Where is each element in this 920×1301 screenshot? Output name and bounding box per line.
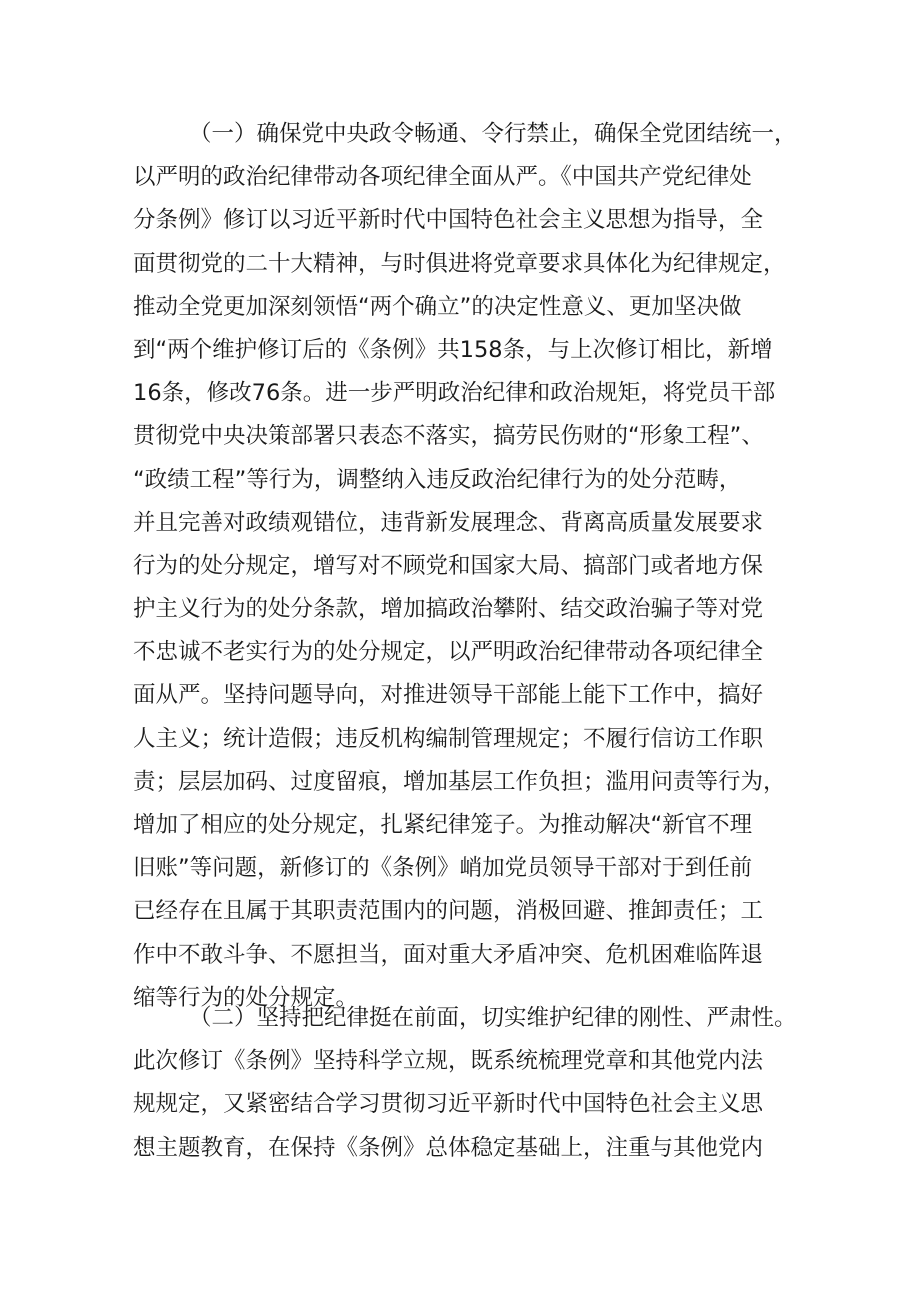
text-line: 增加了相应的处分规定，扎紧纪律笼子。为推动解决“新官不理 [133,812,753,838]
text-line: （一）确保党中央政令畅通、令行禁止，确保全党团结统一， [189,121,797,147]
text-line: 贯彻党中央决策部署只表态不落实，搞劳民伤财的“形象工程”、 [133,423,764,450]
text-line: 规规定，又紧密结合学习贯彻习近平新时代中国特色社会主义思 [133,1091,764,1118]
text-line: 行为的处分规定，增写对不顾党和国家大局、搞部门或者地方保 [133,552,764,579]
text-line: 人主义；统计造假；违反机构编制管理规定；不履行信访工作职 [133,725,764,752]
text-line: 不忠诚不老实行为的处分规定，以严明政治纪律带动各项纪律全 [133,639,764,666]
text-line: 分条例》修订以习近平新时代中国特色社会主义思想为指导，全 [133,207,764,234]
text-line: 已经存在且属于其职责范围内的问题，消极回避、推卸责任；工 [133,898,764,925]
paragraph-2 [133,997,813,1170]
text-line: 并且完善对政绩观错位，违背新发展理念、背离高质量发展要求 [133,509,764,536]
paragraph-1 [133,113,813,1020]
text-line: “政绩工程”等行为，调整纳入违反政治纪律行为的处分范畴， [133,466,742,493]
text-line: 面贯彻党的二十大精神，与时俱进将党章要求具体化为纪律规定， [133,250,786,277]
text-line: 缩等行为的处分规定。 [133,984,359,1011]
text-line: 责；层层加码、过度留痕，增加基层工作负担；滥用问责等行为， [133,768,786,795]
text-line: 面从严。坚持问题导向，对推进领导干部能上能下工作中，搞好 [133,682,764,709]
text-line: 旧账”等问题，新修订的《条例》峭加党员领导干部对于到任前 [133,855,753,882]
text-line: 此次修订《条例》坚持科学立规，既系统梳理党章和其他党内法 [133,1048,764,1075]
text-line: 以严明的政治纪律带动各项纪律全面从严。《中国共产党纪律处 [133,164,752,191]
text-line: （二）坚持把纪律挺在前面，切实维护纪律的刚性、严肃性。 [189,1005,797,1031]
text-line: 16条，修改76条。进一步严明政治纪律和政治规矩，将党员干部 [133,380,776,407]
text-line: 作中不敢斗争、不愿担当，面对重大矛盾冲突、危机困难临阵退 [133,941,764,968]
text-line: 到“两个维护修订后的《条例》共158条，与上次修订相比，新增 [133,336,773,363]
text-line: 护主义行为的处分条款，增加搞政治攀附、结交政治骗子等对党 [133,596,764,623]
text-line: 推动全党更加深刻领悟“两个确立”的决定性意义、更加坚决做 [133,293,742,320]
text-line: 想主题教育，在保持《条例》总体稳定基础上，注重与其他党内 [133,1134,764,1161]
